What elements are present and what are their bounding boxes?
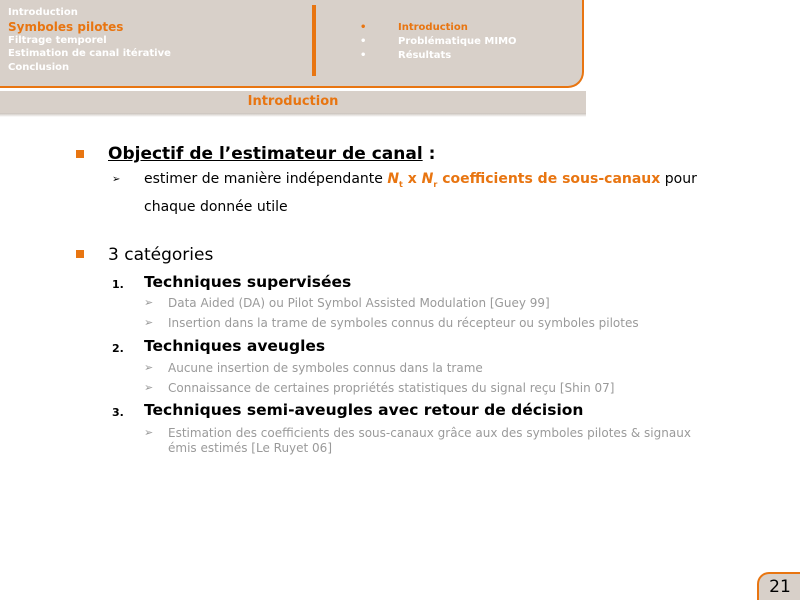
square-bullet-icon [76, 150, 84, 158]
square-bullet-icon [76, 250, 84, 258]
bullet-icon: • [360, 22, 367, 33]
n-subscript: t [399, 179, 403, 189]
section-title-bar [0, 91, 586, 113]
nav-subsection-label: Problématique MIMO [398, 36, 517, 47]
n-symbol: N [421, 171, 434, 187]
objective-highlight: coefficients de sous-canaux [437, 171, 661, 187]
nav-section-symboles-pilotes[interactable]: Symboles pilotes [8, 19, 124, 34]
category-title: Techniques aveugles [144, 337, 326, 355]
category-item: Estimation des coefficients des sous-canaux grâce aux des symboles pilotes & signaux émis estimés [Le Ruyet 06] [168, 426, 691, 455]
nav-section-estimation-iterative[interactable]: Estimation de canal itérative [8, 48, 171, 59]
page-number: 21 [769, 577, 791, 597]
nav-section-filtrage-temporel[interactable]: Filtrage temporel [8, 34, 107, 46]
subsection-list [360, 21, 517, 63]
times-symbol: x [402, 171, 422, 187]
section-bar-shadow [0, 113, 586, 117]
nav-subsection-mimo[interactable] [360, 35, 517, 49]
sub-arrow-icon: ➢ [144, 296, 154, 309]
nav-subsection-introduction[interactable] [360, 21, 517, 35]
bullet-icon: • [360, 36, 367, 47]
category-item: Connaissance de certaines propriétés statistiques du signal reçu [Shin 07] [168, 381, 615, 395]
nav-subsection-label: Résultats [398, 50, 452, 61]
category-number: 3. [112, 406, 124, 419]
sub-arrow-icon: ➢ [144, 381, 154, 394]
nav-section-conclusion[interactable]: Conclusion [8, 61, 70, 73]
objective-text-before: estimer de manière indépendante [144, 171, 388, 187]
section-list [8, 6, 171, 74]
category-title: Techniques supervisées [144, 273, 352, 291]
section-title: Introduction [247, 94, 339, 109]
objective-description [144, 168, 704, 218]
nav-divider [312, 5, 316, 76]
bullet-icon: • [360, 50, 367, 61]
sub-arrow-icon: ➢ [144, 426, 154, 439]
objective-heading [108, 144, 435, 164]
arrow-bullet-icon: ➢ [112, 174, 121, 185]
category-number: 1. [112, 278, 124, 291]
page-number-box [757, 572, 800, 600]
objective-title: Objectif de l’estimateur de canal [108, 144, 423, 164]
objective-text-after: pour chaque donnée utile [144, 171, 697, 215]
nav-subsection-label: Introduction [398, 22, 468, 33]
n-symbol: N [387, 171, 400, 187]
n-subscript: r [433, 179, 438, 189]
sub-arrow-icon: ➢ [144, 361, 154, 374]
categories-heading: 3 catégories [108, 245, 214, 265]
nav-subsection-resultats[interactable] [360, 49, 517, 63]
category-item: Insertion dans la trame de symboles connus du récepteur ou symboles pilotes [168, 316, 639, 330]
navigation-panel [0, 0, 584, 88]
category-item: Aucune insertion de symboles connus dans la trame [168, 361, 483, 375]
category-number: 2. [112, 342, 124, 355]
category-title: Techniques semi-aveugles avec retour de décision [144, 401, 584, 419]
nav-section-introduction[interactable]: Introduction [8, 7, 78, 18]
category-item: Data Aided (DA) ou Pilot Symbol Assisted Modulation [Guey 99] [168, 296, 550, 310]
sub-arrow-icon: ➢ [144, 316, 154, 329]
objective-colon: : [422, 144, 436, 164]
